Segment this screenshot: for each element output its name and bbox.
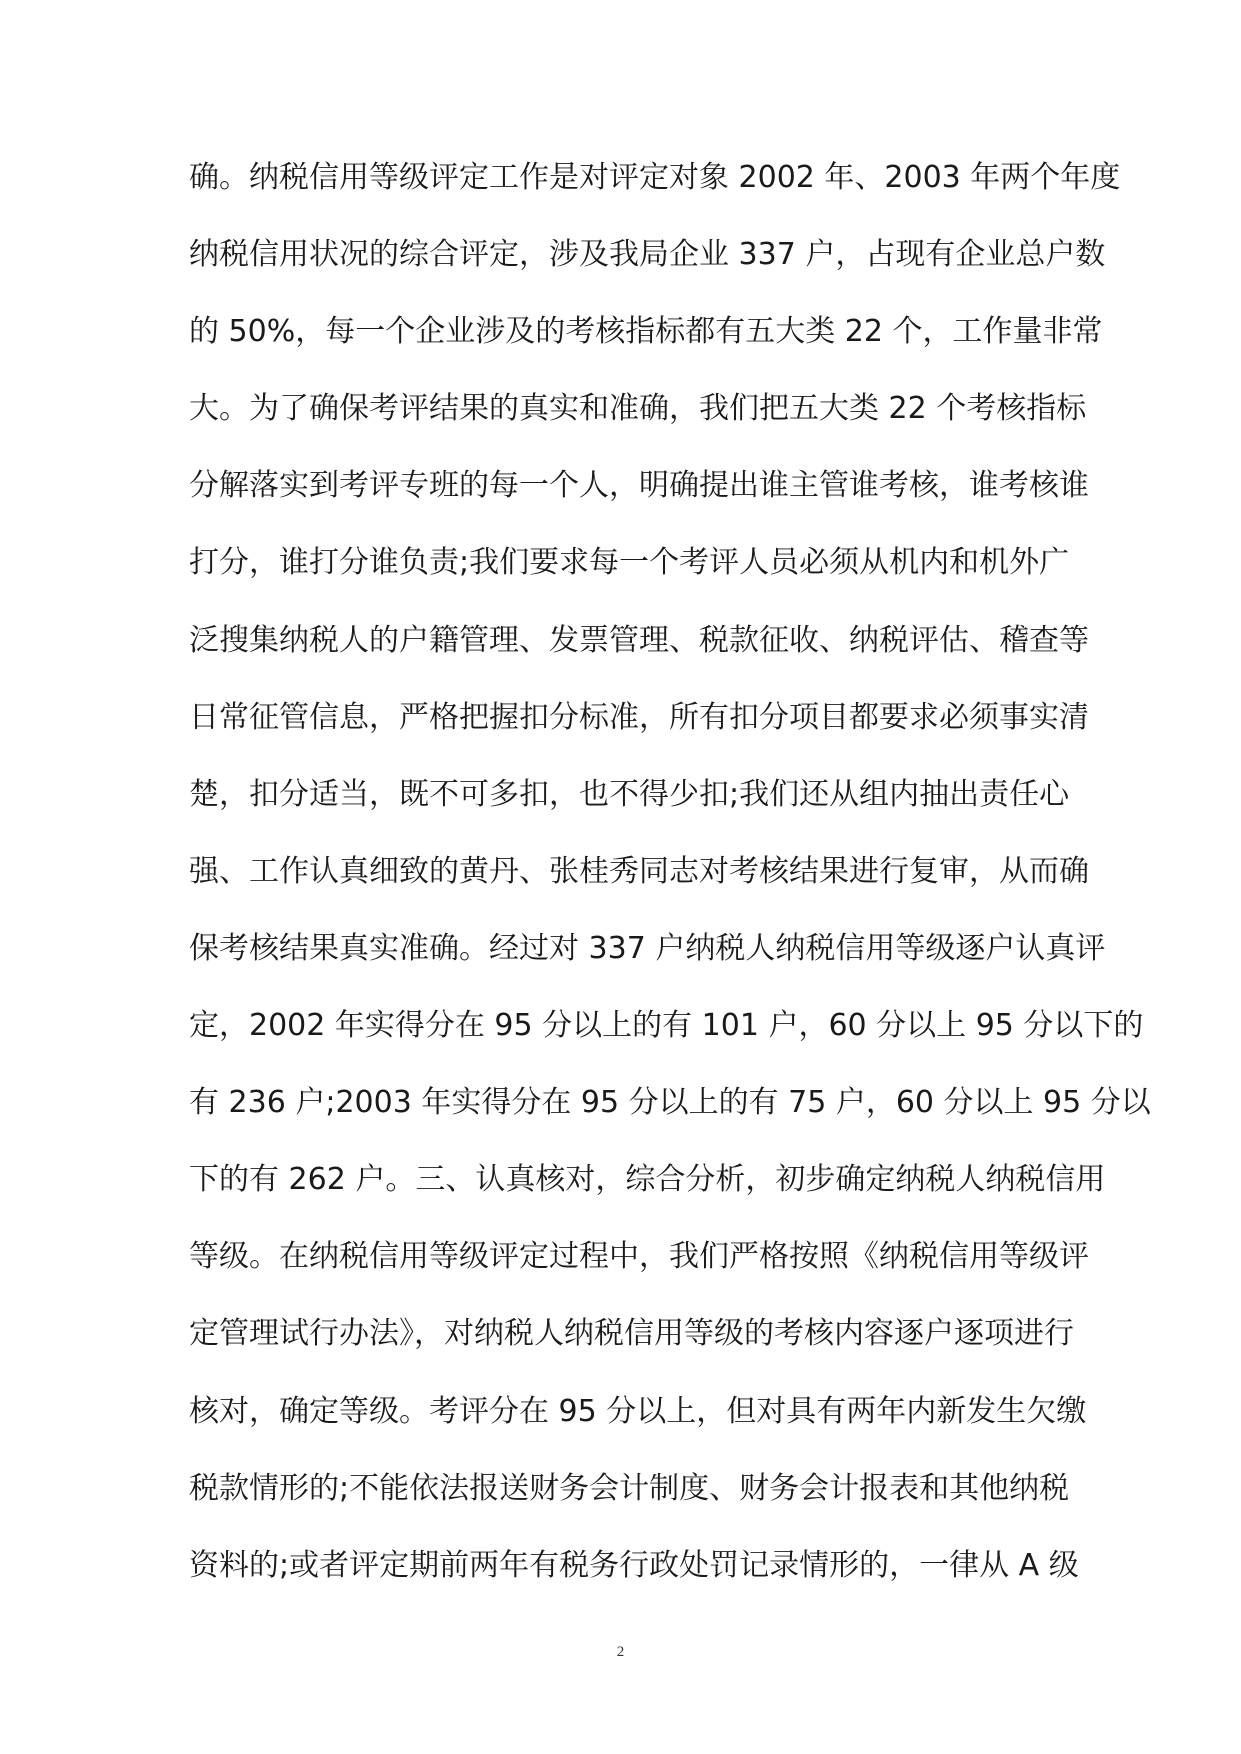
text-line: 保考核结果真实准确。经过对 337 户纳税人纳税信用等级逐户认真评 [189, 930, 1106, 966]
text-line: 打分，谁打分谁负责;我们要求每一个考评人员必须从机内和机外广 [189, 545, 1070, 581]
text-line: 确。纳税信用等级评定工作是对评定对象 2002 年、2003 年两个年度 [189, 160, 1121, 195]
text-line: 大。为了确保考评结果的真实和准确，我们把五大类 22 个考核指标 [189, 391, 1087, 427]
page-number: 2 [616, 1644, 625, 1660]
text-line: 税款情形的;不能依法报送财务会计制度、财务会计报表和其他纳税 [189, 1470, 1070, 1506]
text-line: 下的有 262 户。三、认真核对，综合分析，初步确定纳税人纳税信用 [189, 1162, 1106, 1198]
text-line: 定，2002 年实得分在 95 分以上的有 101 户，60 分以上 95 分以下的 [189, 1008, 1144, 1044]
text-line: 强、工作认真细致的黄丹、张桂秀同志对考核结果进行复审，从而确 [189, 853, 1089, 889]
body-text [189, 139, 1151, 1604]
text-line: 纳税信用状况的综合评定，涉及我局企业 337 户，占现有企业总户数 [189, 237, 1106, 273]
text-line: 定管理试行办法》，对纳税人纳税信用等级的考核内容逐户逐项进行 [189, 1316, 1074, 1352]
text-line: 的 50%，每一个企业涉及的考核指标都有五大类 22 个，工作量非常 [189, 314, 1103, 350]
text-line: 资料的;或者评定期前两年有税务行政处罚记录情形的，一律从 A 级 [189, 1547, 1079, 1583]
text-line: 楚，扣分适当，既不可多扣，也不得少扣;我们还从组内抽出责任心 [189, 776, 1070, 812]
text-line: 有 236 户;2003 年实得分在 95 分以上的有 75 户，60 分以上 95 分以 [189, 1085, 1151, 1121]
text-line: 等级。在纳税信用等级评定过程中，我们严格按照《纳税信用等级评 [189, 1239, 1089, 1275]
text-line: 日常征管信息，严格把握扣分标准，所有扣分项目都要求必须事实清 [189, 699, 1089, 735]
text-line: 核对，确定等级。考评分在 95 分以上，但对具有两年内新发生欠缴 [189, 1393, 1087, 1429]
text-line: 泛搜集纳税人的户籍管理、发票管理、税款征收、纳税评估、稽查等 [189, 622, 1089, 658]
text-line: 分解落实到考评专班的每一个人，明确提出谁主管谁考核，谁考核谁 [189, 468, 1089, 504]
